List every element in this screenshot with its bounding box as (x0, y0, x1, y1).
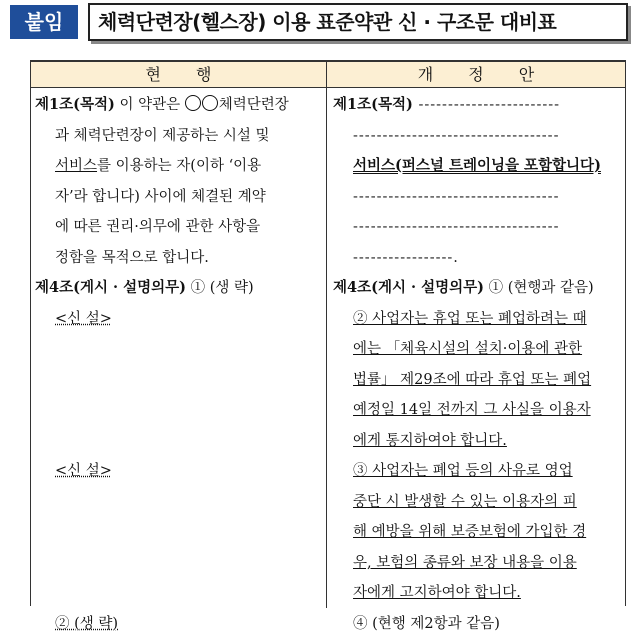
header-current: 현 행 (31, 62, 326, 88)
revision-dash-line: ----------------------------------- (333, 121, 623, 152)
current-a1-title: 제1조(목적) (35, 96, 115, 113)
current-a1-line1: 제1조(목적) 이 약관은 체력단련장 (35, 90, 322, 121)
current-a1-line2: 과 체력단련장이 제공하는 시설 및 (35, 121, 322, 152)
revision-p2-line1: ② 사업자는 휴업 또는 폐업하려는 때 (333, 304, 623, 335)
blank-circle-icon (185, 95, 201, 111)
page-title: 체력단련장(헬스장) 이용 표준약관 신 · 구조문 대비표 (88, 3, 628, 41)
revision-p3-line1: ③ 사업자는 폐업 등의 사유로 영업 (333, 456, 623, 487)
revision-p3-line4: 우, 보험의 종류와 보장 내용을 이용 (333, 548, 623, 579)
header-revision: 개 정 안 (326, 62, 625, 88)
current-new-clause-1: <신 설> (35, 304, 322, 335)
revision-paragraph4: ④ (현행 제2항과 같음) (333, 609, 623, 639)
revision-column (333, 90, 623, 639)
attachment-badge: 붙임 (10, 5, 78, 39)
current-column (35, 90, 322, 639)
revision-a1-line3: 서비스(퍼스널 트레이닝을 포함합니다) (333, 151, 623, 182)
current-a1-line6: 정함을 목적으로 합니다. (35, 243, 322, 274)
current-a1-line5: 에 따른 권리·의무에 관한 사항을 (35, 212, 322, 243)
current-a1-line3: 서비스를 이용하는 자(이하 ‘이용 (35, 151, 322, 182)
current-new-clause-2: <신 설> (35, 456, 322, 487)
blank-circle-icon (202, 95, 218, 111)
revision-p3-line5: 자에게 고지하여야 합니다. (333, 578, 623, 609)
revision-a1-line1: 제1조(목적) ------------------------ (333, 90, 623, 121)
column-divider (326, 88, 327, 608)
revision-p2-line4: 예정일 14일 전까지 그 사실을 이용자 (333, 395, 623, 426)
revision-p3-line2: 중단 시 발생할 수 있는 이용자의 피 (333, 487, 623, 518)
revision-p2-line5: 에게 통지하여야 합니다. (333, 426, 623, 457)
revision-a4-line1: 제4조(게시 · 설명의무) ① (현행과 같음) (333, 273, 623, 304)
page-header (0, 0, 640, 46)
current-a1-line4: 자’라 합니다) 사이에 체결된 계약 (35, 182, 322, 213)
comparison-table (30, 60, 626, 606)
revision-dash-line: -----------------. (333, 243, 623, 274)
revision-dash-line: ----------------------------------- (333, 212, 623, 243)
revision-dash-line: ----------------------------------- (333, 182, 623, 213)
current-a4-paragraph2: ② (생 략) (35, 609, 322, 639)
revision-p2-line3: 법률」 제29조에 따라 휴업 또는 폐업 (333, 365, 623, 396)
revision-p2-line2: 에는 「체육시설의 설치·이용에 관한 (333, 334, 623, 365)
current-a4-line1: 제4조(게시 · 설명의무) ① (생 략) (35, 273, 322, 304)
revision-p3-line3: 해 예방을 위해 보증보험에 가입한 경 (333, 517, 623, 548)
